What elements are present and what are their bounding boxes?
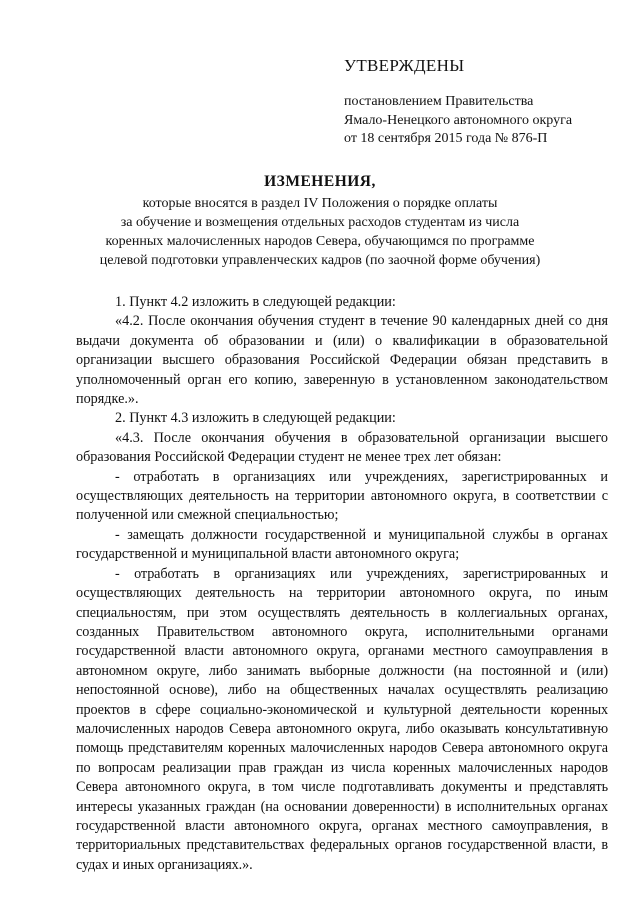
document-subtitle-line-3: коренных малочисленных народов Севера, обучающимся по программе [105,234,535,249]
document-subtitle-line-4: целевой подготовки управленческих кадров (по заочной форме обучения) [99,253,541,268]
item-2-heading: 2. Пункт 4.3 изложить в следующей редакции: [115,410,396,427]
obligation-2: - замещать должности государственной и муниципальной службы в органах государственной и муниципальной власти автономного округа; [76,526,608,563]
approval-line-2: Ямало-Ненецкого автономного округа [344,112,573,128]
item-1-heading: 1. Пункт 4.2 изложить в следующей редакции: [115,294,396,310]
item-4-3-intro: «4.3. После окончания обучения в образовательной организации высшего образования Российской Федерации студент не менее трех лет обязан: [76,429,608,466]
document-title: ИЗМЕНЕНИЯ, [264,173,376,190]
document-subtitle-line-1: которые вносятся в раздел IV Положения о порядке оплаты [142,196,498,211]
obligation-1: - отработать в организациях или учреждениях, зарегистрированных и осуществляющих деятельность на территории автономного округа, в соответствии с полученной или смежной специальностью; [76,468,608,524]
approval-line-3: от 18 сентября 2015 года № 876-П [344,131,548,146]
approval-block [344,56,624,149]
item-4-2-text: «4.2. После окончания обучения студент в течение 90 календарных дней со дня выдачи документа об образовании и (или) о квалификации в образовательной организации высшего образования Российской Федерации обязан представить в уполномоченный орган его копию, заверенную в установленном законодательством порядке.». [76,313,608,408]
approval-line-1: постановлением Правительства [344,94,534,109]
document-title-block [0,172,640,270]
obligation-3: - отработать в организациях или учреждениях, зарегистрированных и осуществляющих деятельность на территории автономного округа, по иным специальностям, при этом осуществлять деятельность в коллегиальных органах, созданных Правительством автономного округа, исполнительными органами государственной власти автономного округа, органами местного самоуправления в автономном округе, либо занимать выборные должности (на постоянной и (или) непостоянной основе), либо на общественных началах осуществлять реализацию проектов в сфере социально-экономической и культурной деятельности коренных малочисленных народов Севера автономного округа, либо оказывать консультативную помощь представителям коренных малочисленных народов Севера автономного округа по вопросам реализации прав граждан из числа коренных малочисленных народов Севера автономного округа, в том числе подготавливать документы и представлять интересы указанных граждан (на основании доверенности) в исполнительных органах государственной власти автономного округа, органах местного самоуправления, в территориальных представительствах федеральных органов государственной власти, в судах и иных организациях.». [76,565,608,873]
approval-heading: УТВЕРЖДЕНЫ [344,56,465,75]
document-body [76,293,608,875]
document-subtitle-line-2: за обучение и возмещения отдельных расходов студентам из числа [120,215,520,230]
